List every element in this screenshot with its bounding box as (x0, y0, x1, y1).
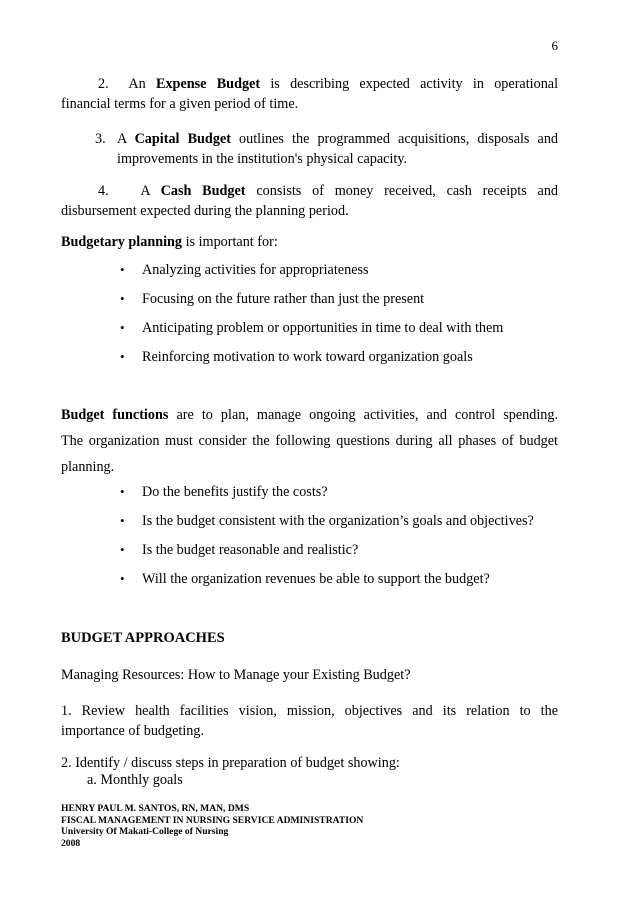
budget-functions-line-3: planning. (61, 459, 115, 475)
footer-year: 2008 (61, 837, 81, 849)
step-1-line-2: importance of budgeting. (61, 723, 205, 739)
step-1-line-1: 1. Review health facilities vision, mission, objectives and its relation to the (61, 703, 558, 719)
budgetary-planning-term: Budgetary planning (61, 234, 183, 250)
bullet-icon: • (120, 291, 125, 306)
footer-school: University Of Makati-College of Nursing (61, 826, 229, 838)
expense-budget-line-2: financial terms for a given period of time. (61, 96, 299, 112)
cash-budget-line-2: disbursement expected during the planning period. (61, 203, 349, 219)
section-heading: BUDGET APPROACHES (61, 630, 225, 646)
page-number: 6 (551, 38, 558, 53)
list-item: • Is the budget consistent with the organization’s goals and objectives? (120, 513, 534, 529)
step-2-line: 2. Identify / discuss steps in preparation of budget showing: (61, 755, 400, 771)
budget-functions-term: Budget functions (61, 407, 169, 423)
list-item: • Focusing on the future rather than just the present (120, 291, 425, 307)
capital-budget-line-1: 3. A Capital Budget outlines the programmed acquisitions, disposals and (95, 131, 559, 147)
expense-budget-paragraph (61, 74, 558, 114)
footer (61, 803, 363, 849)
bullet-icon: • (120, 484, 125, 499)
budget-functions-line-2: The organization must consider the following questions during all phases of budget (61, 433, 558, 449)
bullet-icon: • (120, 262, 125, 277)
step-1-paragraph (61, 701, 558, 741)
bullet-icon: • (120, 542, 125, 557)
bullet-icon: • (120, 571, 125, 586)
cash-budget-term: Cash Budget (160, 183, 246, 199)
list-item: • Is the budget reasonable and realistic? (120, 542, 359, 558)
bullet-icon: • (120, 320, 125, 335)
list-item: • Analyzing activities for appropriateness (120, 262, 369, 278)
capital-budget-paragraph (95, 129, 558, 169)
cash-budget-line-1: 4. A Cash Budget consists of money received, cash receipts and (98, 183, 559, 199)
footer-course: FISCAL MANAGEMENT IN NURSING SERVICE ADMINISTRATION (61, 814, 364, 826)
capital-budget-line-2: improvements in the institution's physical capacity. (117, 151, 408, 167)
budget-functions-line-1: Budget functions are to plan, manage ongoing activities, and control spending. (61, 407, 559, 423)
budget-functions-paragraph (61, 402, 558, 480)
footer-author: HENRY PAUL M. SANTOS, RN, MAN, DMS (61, 803, 250, 814)
expense-budget-term: Expense Budget (156, 76, 261, 92)
list-item: • Anticipating problem or opportunities in time to deal with them (120, 320, 504, 336)
list-item: • Reinforcing motivation to work toward organization goals (120, 349, 473, 365)
approaches-subtitle: Managing Resources: How to Manage your Existing Budget? (61, 667, 411, 683)
cash-budget-paragraph (61, 181, 558, 221)
capital-budget-term: Capital Budget (134, 131, 231, 147)
bullet-icon: • (120, 349, 125, 364)
expense-budget-line-1: 2. An Expense Budget is describing expected activity in operational (98, 76, 559, 92)
step-2-sub-a: a. Monthly goals (87, 772, 183, 788)
budgetary-planning-intro: Budgetary planning is important for: (61, 234, 278, 250)
bullet-icon: • (120, 513, 125, 528)
list-item: • Will the organization revenues be able to support the budget? (120, 571, 490, 587)
list-item: • Do the benefits justify the costs? (120, 484, 328, 500)
